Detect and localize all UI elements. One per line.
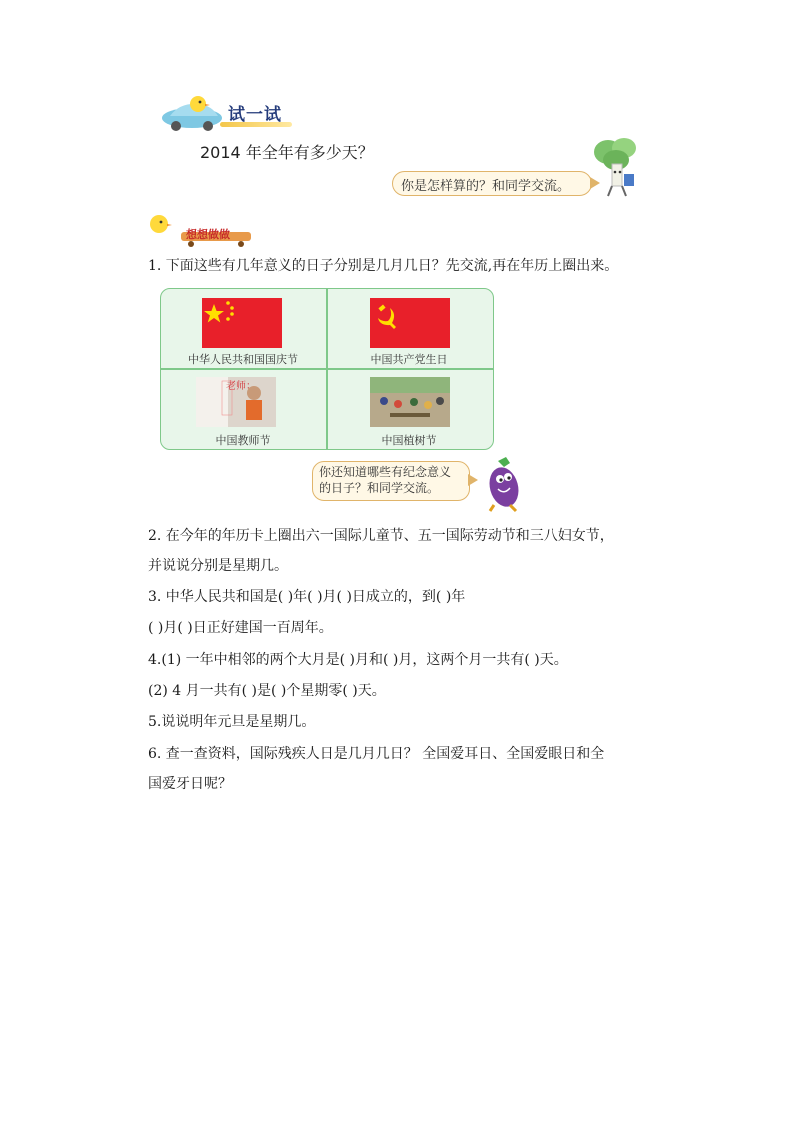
caption-teachers-day: 中国教师节 xyxy=(215,434,271,447)
section-title-try: 试一试 xyxy=(228,105,282,125)
question-2-line-2: 并说说分别是星期几。 xyxy=(148,558,288,574)
teachers-day-photo xyxy=(196,377,276,427)
question-6-line-2: 国爱牙日呢？ xyxy=(148,776,232,792)
question-4-line-2: (2) 4 月一共有( )是( )个星期零( )天。 xyxy=(148,683,386,699)
bubble-line-2: 的日子？和同学交流。 xyxy=(319,481,440,495)
question-3-line-1: 3. 中华人民共和国是( )年( )月( )日成立的，到( )年 xyxy=(148,589,466,605)
grid-divider-horizontal xyxy=(160,368,494,370)
caption-national-day: 中华人民共和国国庆节 xyxy=(188,353,298,366)
question-4-line-1: 4.(1) 一年中相邻的两个大月是( )月和( )月，这两个月一共有( )天。 xyxy=(148,652,568,668)
tree-planting-photo xyxy=(370,377,450,427)
photo-text-teacher: 老师： xyxy=(226,381,256,392)
try-question: 2014 年全年有多少天？ xyxy=(200,143,374,162)
party-flag-icon xyxy=(370,298,450,348)
question-3-line-2: ( )月( )日正好建国一百周年。 xyxy=(148,620,333,636)
section-title-think: 想想做做 xyxy=(186,228,230,241)
bubble-line-1: 你还知道哪些有纪念意义 xyxy=(319,465,452,479)
national-flag-icon xyxy=(202,298,282,348)
speech-bubble-try: 你是怎样算的？和同学交流。 xyxy=(392,171,592,196)
question-6-line-1: 6. 查一查资料，国际残疾人日是几月几日？ 全国爱耳日、全国爱眼日和全 xyxy=(148,746,605,762)
question-2-line-1: 2. 在今年的年历卡上圈出六一国际儿童节、五一国际劳动节和三八妇女节， xyxy=(148,528,614,544)
eggplant-character-icon xyxy=(480,455,530,513)
speech-bubble-memorial-days xyxy=(312,461,470,501)
question-1: 1. 下面这些有几年意义的日子分别是几月几日？先交流,再在年历上圈出来。 xyxy=(148,258,619,274)
caption-arbor-day: 中国植树节 xyxy=(381,434,437,447)
question-5: 5.说说明年元旦是星期几。 xyxy=(148,714,316,730)
cabbage-character-icon xyxy=(586,134,644,200)
caption-party-birthday: 中国共产党生日 xyxy=(370,353,448,366)
